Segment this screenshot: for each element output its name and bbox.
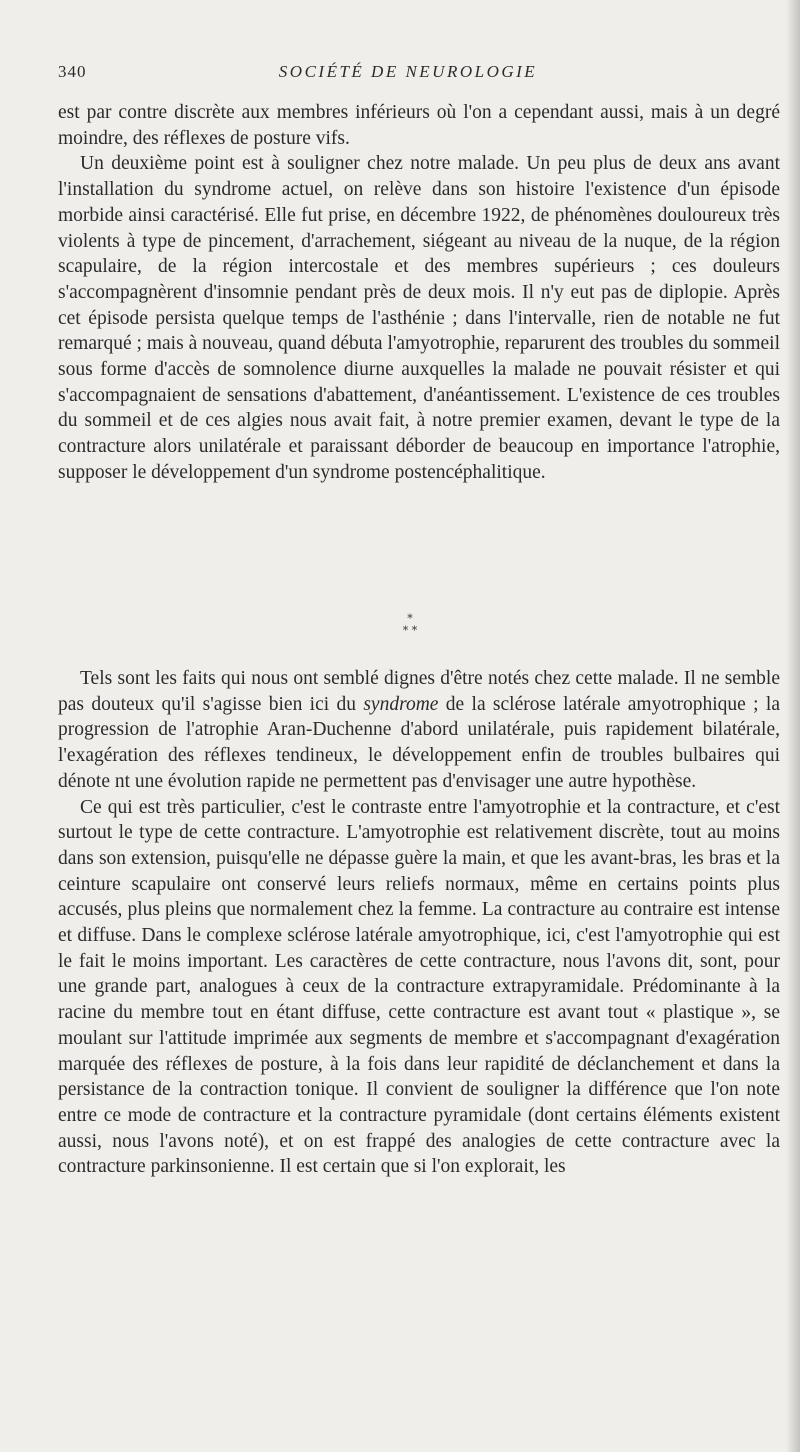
- paragraph-facts-start: Tels sont les faits qui nous ont semblé dignes d'être notés chez cette malade. Il ne semble pas douteux qu'il s'agisse bien ici du: [58, 668, 780, 715]
- section-separator: [370, 613, 450, 649]
- page-header: [58, 62, 758, 86]
- paragraph-facts-end: de la sclérose latérale amyotrophique ; la progression de l'atrophie Aran-Duchenne d'abord unilatérale, puis rapidement bilatérale, l'exagération des réflexes tendineux, le développement enfin de troubles bulbaires qui dénote nt une évolution rapide ne permettent pas d'envisager une autre hypothèse.: [58, 693, 780, 792]
- italic-term: syndrome: [363, 693, 439, 715]
- paragraph-facts: [58, 666, 780, 795]
- separator-asterisks-bottom: * *: [402, 624, 418, 637]
- separator-asterisk-top: *: [407, 612, 413, 625]
- page-number: 340: [58, 62, 87, 81]
- text-block-lower: [58, 666, 780, 1180]
- page-edge-shadow: [786, 0, 800, 1452]
- paragraph-second-point: Un deuxième point est à souligner chez notre malade. Un peu plus de deux ans avant l'installation du syndrome actuel, on relève dans son histoire l'existence d'un épisode morbide ainsi caractérisé. Elle fut prise, en décembre 1922, de phénomènes douloureux très violents à type de pincement, d'arrachement, siégeant au niveau de la nuque, de la région scapulaire, de la région intercostale et des membres supérieurs ; ces douleurs s'accompagnèrent d'insomnie pendant près de deux mois. Il n'y eut pas de diplopie. Après cet épisode persista quelque temps de l'asthénie ; dans l'intervalle, rien de notable ne fut remarqué ; mais à nouveau, quand débuta l'amyotrophie, reparurent des troubles du sommeil sous forme d'accès de somnolence diurne auxquelles la malade ne pouvait résister et qui s'accompagnaient de sensations d'abattement, d'anéantissement. L'existence de ces troubles du sommeil et de ces algies nous avait fait, à notre premier examen, devant le type de la contracture alors unilatérale et paraissant déborder de beaucoup en importance l'atrophie, supposer le développement d'un syndrome postencéphalitique.: [58, 153, 780, 483]
- running-title: SOCIÉTÉ DE NEUROLOGIE: [278, 62, 538, 81]
- paragraph-continuation: est par contre discrète aux membres inférieurs où l'on a cependant aussi, mais à un degré moindre, des réflexes de posture vifs.: [58, 102, 780, 149]
- paragraph-contrast: Ce qui est très particulier, c'est le contraste entre l'amyotrophie et la contracture, et c'est surtout le type de cette contracture. L'amyotrophie est relativement discrète, tout au moins dans son extension, puisqu'elle ne dépasse guère la main, et que les avant-bras, les bras et la ceinture scapulaire ont conservé leurs reliefs normaux, même en certains points plus accusés, plus pleins que normalement chez la femme. La contracture au contraire est intense et diffuse. Dans le complexe sclérose latérale amyotrophique, ici, c'est l'amyotrophie qui est le fait le moins important. Les caractères de cette contracture, nous l'avons dit, sont, pour une grande part, analogues à ceux de la contracture extrapyramidale. Prédominante à la racine du membre tout en étant diffuse, cette contracture est avant tout « plastique », se moulant sur l'attitude imprimée aux segments de membre et s'accompagnant d'exagération marquée des réflexes de posture, à la fois dans leur rapidité de déclanchement et dans la persistance de la contraction tonique. Il convient de souligner la différence que l'on note entre ce mode de contracture et la contracture pyramidale (dont certains éléments existent aussi, nous l'avons noté), et on est frappé des analogies de cette contracture avec la contracture parkinsonienne. Il est certain que si l'on explorait, les: [58, 796, 780, 1178]
- text-block-upper: [58, 100, 780, 486]
